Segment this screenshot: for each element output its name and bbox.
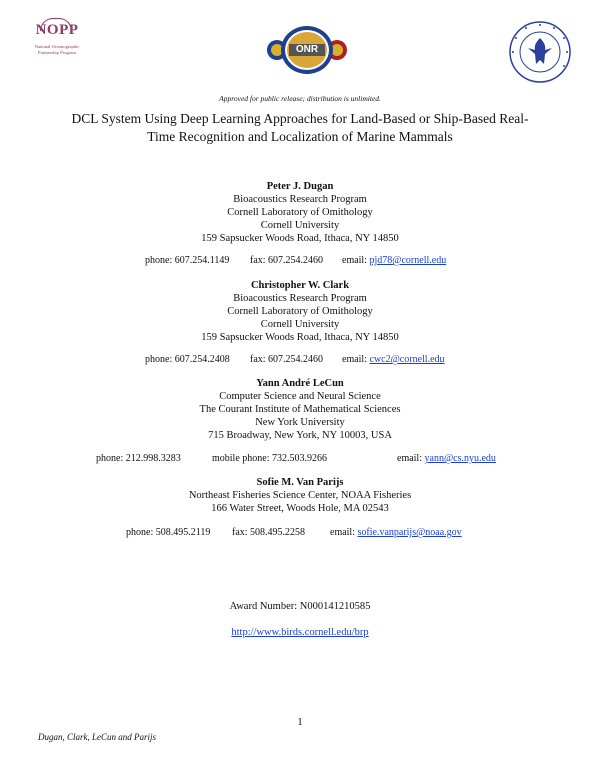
- program-url-link[interactable]: http://www.birds.cornell.edu/brp: [231, 627, 369, 638]
- author-phone: phone: 212.998.3283: [96, 453, 181, 464]
- author-block: [0, 476, 600, 515]
- author-mobile-phone: mobile phone: 732.503.9266: [212, 453, 327, 464]
- author-block: [0, 377, 600, 442]
- author-affiliation: Cornell University: [260, 319, 340, 330]
- author-name: Yann André LeCun: [256, 378, 344, 389]
- author-address: 166 Water Street, Woods Hole, MA 02543: [211, 503, 389, 514]
- author-address: 715 Broadway, New York, NY 10003, USA: [208, 430, 392, 441]
- author-email-link[interactable]: cwc2@cornell.edu: [369, 354, 445, 365]
- program-url-row: [0, 627, 600, 638]
- email-label: email:: [342, 255, 367, 266]
- author-phone: phone: 607.254.2408: [145, 354, 230, 365]
- author-block: [0, 279, 600, 344]
- author-email-link[interactable]: sofie.vanparijs@noaa.gov: [357, 527, 462, 538]
- author-fax: fax: 607.254.2460: [250, 255, 324, 266]
- author-address: 159 Sapsucker Woods Road, Ithaca, NY 14850: [201, 332, 399, 343]
- author-affiliation: Bioacoustics Research Program: [233, 194, 367, 205]
- fisheries-seal-icon: [508, 20, 572, 84]
- email-label: email:: [342, 354, 367, 365]
- author-block: [0, 180, 600, 245]
- nopp-logo-text: NOPP: [35, 22, 79, 38]
- approval-statement: Approved for public release; distribution is unlimited.: [219, 94, 381, 103]
- author-affiliation: New York University: [255, 417, 345, 428]
- author-phone: phone: 607.254.1149: [145, 255, 230, 266]
- award-number: Award Number: N000141210585: [229, 601, 371, 612]
- author-affiliation: Northeast Fisheries Science Center, NOAA Fisheries: [188, 490, 412, 501]
- author-affiliation: Cornell Laboratory of Omithology: [227, 306, 373, 317]
- author-address: 159 Sapsucker Woods Road, Ithaca, NY 14850: [201, 233, 399, 244]
- author-fax: fax: 607.254.2460: [250, 354, 324, 365]
- email-label: email:: [397, 453, 422, 464]
- paper-title: DCL System Using Deep Learning Approaches for Land-Based or Ship-Based Real-Time Recognition and Localization of Marine Mammals: [71, 111, 529, 144]
- onr-logo: [266, 24, 348, 76]
- author-email-link[interactable]: pjd78@cornell.edu: [369, 255, 447, 266]
- author-email-link[interactable]: yann@cs.nyu.edu: [424, 453, 496, 464]
- author-phone: phone: 508.495.2119: [126, 527, 211, 538]
- author-email-row: [330, 527, 462, 539]
- author-affiliation: Cornell Laboratory of Omithology: [227, 207, 373, 218]
- author-email-row: [342, 354, 445, 366]
- author-affiliation: Cornell University: [260, 220, 340, 231]
- author-name: Christopher W. Clark: [250, 280, 350, 291]
- author-affiliation: Computer Science and Neural Science: [219, 391, 381, 402]
- author-email-row: [397, 453, 496, 465]
- onr-logo-text: ONR: [295, 44, 319, 55]
- page-number: 1: [297, 716, 303, 728]
- author-fax: fax: 508.495.2258: [232, 527, 306, 538]
- nopp-logo: [26, 18, 88, 82]
- author-affiliation: Bioacoustics Research Program: [233, 293, 367, 304]
- email-label: email:: [330, 527, 355, 538]
- author-name: Peter J. Dugan: [266, 181, 334, 192]
- nopp-logo-subtitle: National Oceanographic Partnership Program: [34, 44, 80, 55]
- author-name: Sofie M. Van Parijs: [256, 477, 344, 488]
- author-affiliation: The Courant Institute of Mathematical Sciences: [199, 404, 401, 415]
- footer-authors: Dugan, Clark, LeCun and Parijs: [38, 732, 157, 742]
- fisheries-seal-logo: [508, 20, 572, 84]
- author-email-row: [342, 255, 446, 267]
